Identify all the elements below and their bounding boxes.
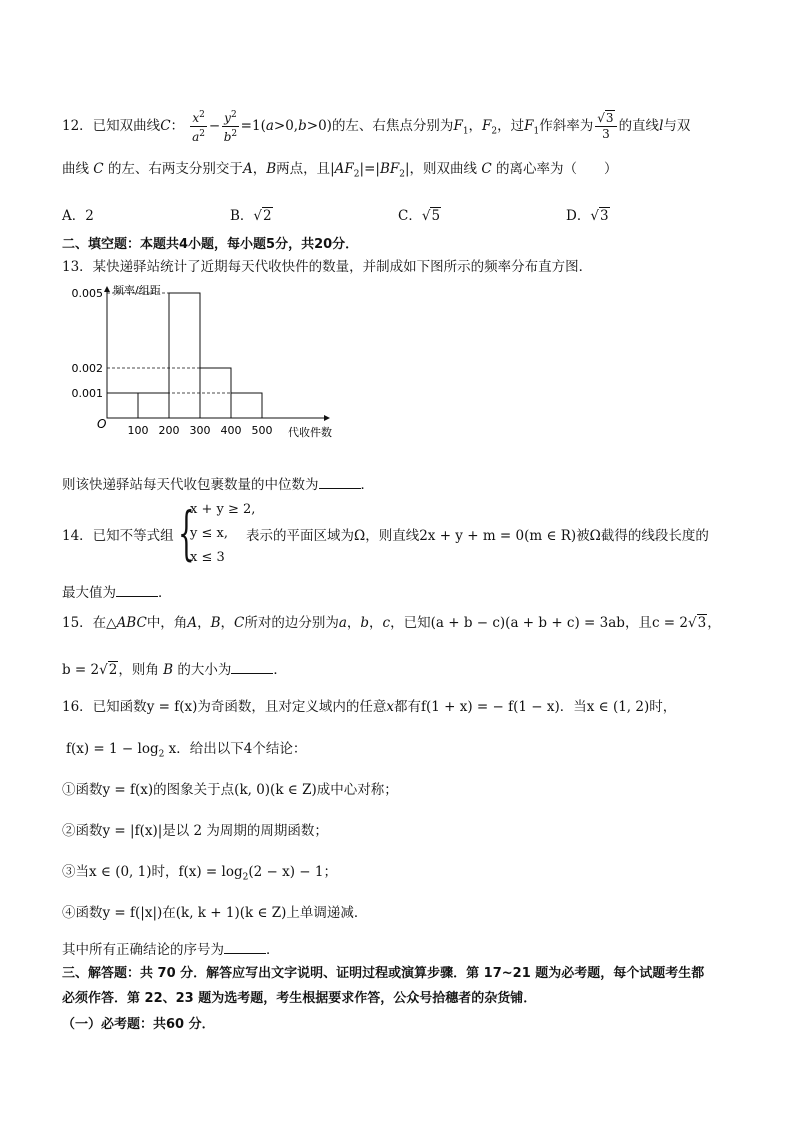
q13-answer-end: ． bbox=[360, 477, 374, 493]
choice-b-value: 2 bbox=[263, 208, 272, 224]
q16-line1-a: 16．已知函数 bbox=[62, 699, 147, 715]
s2-b: y = |f(x)| bbox=[102, 823, 163, 839]
x-axis-label: 代收件数 bbox=[288, 426, 332, 439]
q12-prefix: 12．已知双曲线 bbox=[62, 118, 161, 134]
q16-answer-end: ． bbox=[266, 942, 280, 958]
y-tick-label: 0.001 bbox=[71, 387, 103, 400]
q15-b-eq: b = 2 bbox=[62, 662, 100, 678]
q15-line1-a: 15．在△ bbox=[62, 615, 117, 631]
q16-f1: y = f(x) bbox=[146, 699, 198, 715]
histogram-bar bbox=[169, 293, 200, 418]
x-tick-label: 300 bbox=[189, 424, 211, 437]
q14-line2 bbox=[62, 582, 172, 602]
y-tick-label: 0.005 bbox=[71, 287, 103, 300]
s1-d: (k, 0)(k ∈ Z) bbox=[234, 782, 317, 798]
q15-line2-end: ． bbox=[273, 662, 287, 678]
q16-f2: f(1 + x) = − f(1 − x) bbox=[420, 699, 560, 715]
q16-cond: x ∈ (1, 2) bbox=[586, 699, 650, 715]
choice-a-label: A．2 bbox=[62, 208, 94, 224]
q13-text: 13．某快递驿站统计了近期每天代收快件的数量，并制成如下图所示的频率分布直方图． bbox=[62, 259, 593, 275]
q14-prefix: 14．已知不等式组 bbox=[62, 528, 174, 544]
q14-line1-rest bbox=[246, 527, 709, 545]
q16-statement-1 bbox=[62, 781, 398, 799]
answer-blank[interactable] bbox=[231, 659, 273, 674]
q12-line2-d: ，则双曲线 bbox=[409, 161, 478, 177]
section-3-line3: （一）必考题：共60 分． bbox=[62, 1017, 215, 1032]
q12-line2: 曲线 C 的左、右两支分别交于A，B两点，且$|AF_2|=|BF_2|$，则双曲线 C 的离心率为（ ） bbox=[62, 161, 618, 180]
q12-end1: 与双 bbox=[663, 118, 691, 134]
q14-line2-text: 最大值为 bbox=[62, 585, 116, 601]
origin-label: O bbox=[97, 417, 107, 431]
q14-cond: (m ∈ R) bbox=[524, 528, 577, 544]
x-tick-label: 100 bbox=[127, 424, 149, 437]
q12-line2-e: 的离心率为（ ） bbox=[495, 161, 618, 177]
x-tick-label: 400 bbox=[220, 424, 242, 437]
q16-line1-e: 时， bbox=[649, 699, 677, 715]
choice-b-label: B． bbox=[230, 208, 254, 224]
q16-line1-b: 为奇函数，且对定义域内的任意 bbox=[197, 699, 387, 715]
choice-c: C．√5 bbox=[398, 208, 441, 224]
q15-expr: (a + b − c)(a + b + c) = 3ab bbox=[430, 615, 625, 631]
q16-line2-sub: 2 bbox=[158, 749, 165, 760]
histogram-bar bbox=[107, 393, 138, 418]
q16-answer-text: 其中所有正确结论的序号为 bbox=[62, 942, 224, 958]
s4-d: (k, k + 1)(k ∈ Z) bbox=[175, 905, 287, 921]
s3-d: f(x) = log bbox=[178, 864, 243, 880]
q15-line2-c: 的大小为 bbox=[177, 662, 232, 678]
section-3-line2: 必须作答．第 22、23 题为选考题，考生根据要求作答，公众号拾穗者的杂货铺． bbox=[62, 991, 537, 1006]
q12-line2-c: 两点，且 bbox=[276, 161, 331, 177]
s3-b: x ∈ (0, 1) bbox=[89, 864, 152, 880]
q14-mid: 表示的平面区域为Ω，则直线 bbox=[246, 528, 420, 544]
section-2-heading: 二、填空题：本题共4小题，每小题5分，共20分． bbox=[62, 237, 359, 252]
q12-line2-b: 的左、右两支分别交于 bbox=[107, 161, 243, 177]
q13-answer-text: 则该快递驿站每天代收包裹数量的中位数为 bbox=[62, 477, 319, 493]
sys-line-2: y ≤ x, bbox=[190, 526, 228, 541]
q12-line1: 12．已知双曲线C： $\frac{x^2}{a^2}$ − $\frac{y^2}{b^2}$ =1(a>0,b>0)的左、右焦点分别为$F_1$，$F_2$，过$F_1$作斜率为 $\frac{√3}{3}$ 的直线l与双 bbox=[62, 110, 691, 144]
choice-d-value: 3 bbox=[599, 208, 609, 224]
s2-c: 是以 2 为周期的周期函数； bbox=[162, 823, 328, 839]
y-axis-arrow bbox=[104, 286, 110, 292]
s4-a: ④函数 bbox=[62, 905, 103, 921]
y-axis-label: 频率/组距 bbox=[113, 284, 161, 297]
x-tick-label: 500 bbox=[251, 424, 273, 437]
q14-line2-end: ． bbox=[158, 585, 172, 601]
choice-c-label: C． bbox=[398, 208, 422, 224]
s2-a: ②函数 bbox=[62, 823, 103, 839]
q15-line2: b = 2√2，则角 B 的大小为 ． bbox=[62, 659, 287, 679]
q15-line1: 15．在△ABC中，角A，B，C所对的边分别为a，b，c，已知(a + b − c)(a + b + c) = 3ab，且c = 2√3， bbox=[62, 615, 721, 631]
q14-eq: 2x + y + m = 0 bbox=[419, 528, 525, 544]
fraction-sqrt3-3: $\frac{√3}{3}$ bbox=[595, 111, 616, 142]
q16-line1-c: 都有 bbox=[393, 699, 421, 715]
s3-end: ； bbox=[323, 864, 337, 880]
s3-c: 时， bbox=[151, 864, 179, 880]
q16-line2 bbox=[66, 740, 306, 764]
histogram-group bbox=[72, 283, 333, 439]
s1-a: ①函数 bbox=[62, 782, 103, 798]
s1-c: 的图象关于点 bbox=[153, 782, 235, 798]
q16-statement-2 bbox=[62, 822, 328, 840]
q12-slope-text: 作斜率为 bbox=[539, 118, 594, 134]
histogram-bar bbox=[231, 393, 262, 418]
s4-b: y = f(|x|) bbox=[102, 905, 163, 921]
q16-statement-4 bbox=[62, 904, 367, 922]
choice-b: B．√2 bbox=[230, 208, 272, 224]
q16-line1-d: ．当 bbox=[559, 699, 587, 715]
q15-line1-b: 中，角 bbox=[146, 615, 188, 631]
q12-middle: 的左、右焦点分别为 bbox=[331, 118, 454, 134]
q16-line1: 16．已知函数y = f(x)为奇函数，且对定义域内的任意x都有f(1 + x) = − f(1 − x)．当x ∈ (1, 2)时， bbox=[62, 699, 677, 715]
s3-sub: 2 bbox=[242, 872, 249, 883]
s4-e: 上单调递减． bbox=[286, 905, 368, 921]
section-3-line1: 三、解答题：共 70 分．解答应写出文字说明、证明过程或演算步骤．第 17~21 题为必考题，每个试题考生都 bbox=[62, 966, 705, 981]
x-axis-arrow bbox=[324, 415, 330, 421]
left-brace: { bbox=[178, 499, 195, 567]
q15-line1-e: ，且 bbox=[624, 615, 652, 631]
fraction-y2-b2: $\frac{y^2}{b^2}$ bbox=[223, 110, 238, 144]
answer-blank[interactable] bbox=[319, 474, 361, 489]
choice-d: D．√3 bbox=[566, 208, 609, 224]
q15-b-root: 2 bbox=[108, 662, 118, 678]
q16-line2-text: f(x) = 1 − log bbox=[66, 741, 159, 757]
sys-line-3: x ≤ 3 bbox=[190, 550, 225, 565]
fraction-x2-a2: $\frac{x^2}{a^2}$ bbox=[192, 110, 206, 144]
q12-line2-a: 曲线 bbox=[62, 161, 89, 177]
frequency-histogram bbox=[62, 278, 352, 468]
s4-c: 在 bbox=[162, 905, 176, 921]
choice-a bbox=[62, 204, 94, 224]
x-tick-label: 200 bbox=[158, 424, 180, 437]
q12-line-text: 的直线 bbox=[618, 118, 660, 134]
q14-end: 被Ω截得的线段长度的 bbox=[576, 528, 709, 544]
s1-b: y = f(x) bbox=[102, 782, 154, 798]
answer-blank[interactable] bbox=[116, 582, 158, 597]
q13-answer bbox=[62, 474, 374, 494]
s1-e: 成中心对称； bbox=[316, 782, 398, 798]
q16-answer bbox=[62, 939, 280, 959]
q12-after: ，过 bbox=[497, 118, 525, 134]
q15-line1-c: 所对的边分别为 bbox=[244, 615, 339, 631]
y-tick-label: 0.002 bbox=[71, 362, 103, 375]
choice-c-value: 5 bbox=[431, 208, 441, 224]
q15-line2-b: ，则角 bbox=[118, 662, 159, 678]
s3-e: (2 − x) − 1 bbox=[248, 864, 324, 880]
answer-blank[interactable] bbox=[224, 939, 266, 954]
q15-c-eq: c = 2 bbox=[651, 615, 688, 631]
q15-line1-d: ，已知 bbox=[390, 615, 431, 631]
sys-line-1: x + y ≥ 2, bbox=[190, 502, 256, 517]
q16-line2-end: x．给出以下4个结论： bbox=[164, 741, 307, 757]
choice-d-label: D． bbox=[566, 208, 591, 224]
histogram-bar bbox=[138, 393, 169, 418]
q15-c-root: 3 bbox=[697, 615, 707, 631]
q16-statement-3 bbox=[62, 863, 337, 887]
s3-a: ③当 bbox=[62, 864, 89, 880]
